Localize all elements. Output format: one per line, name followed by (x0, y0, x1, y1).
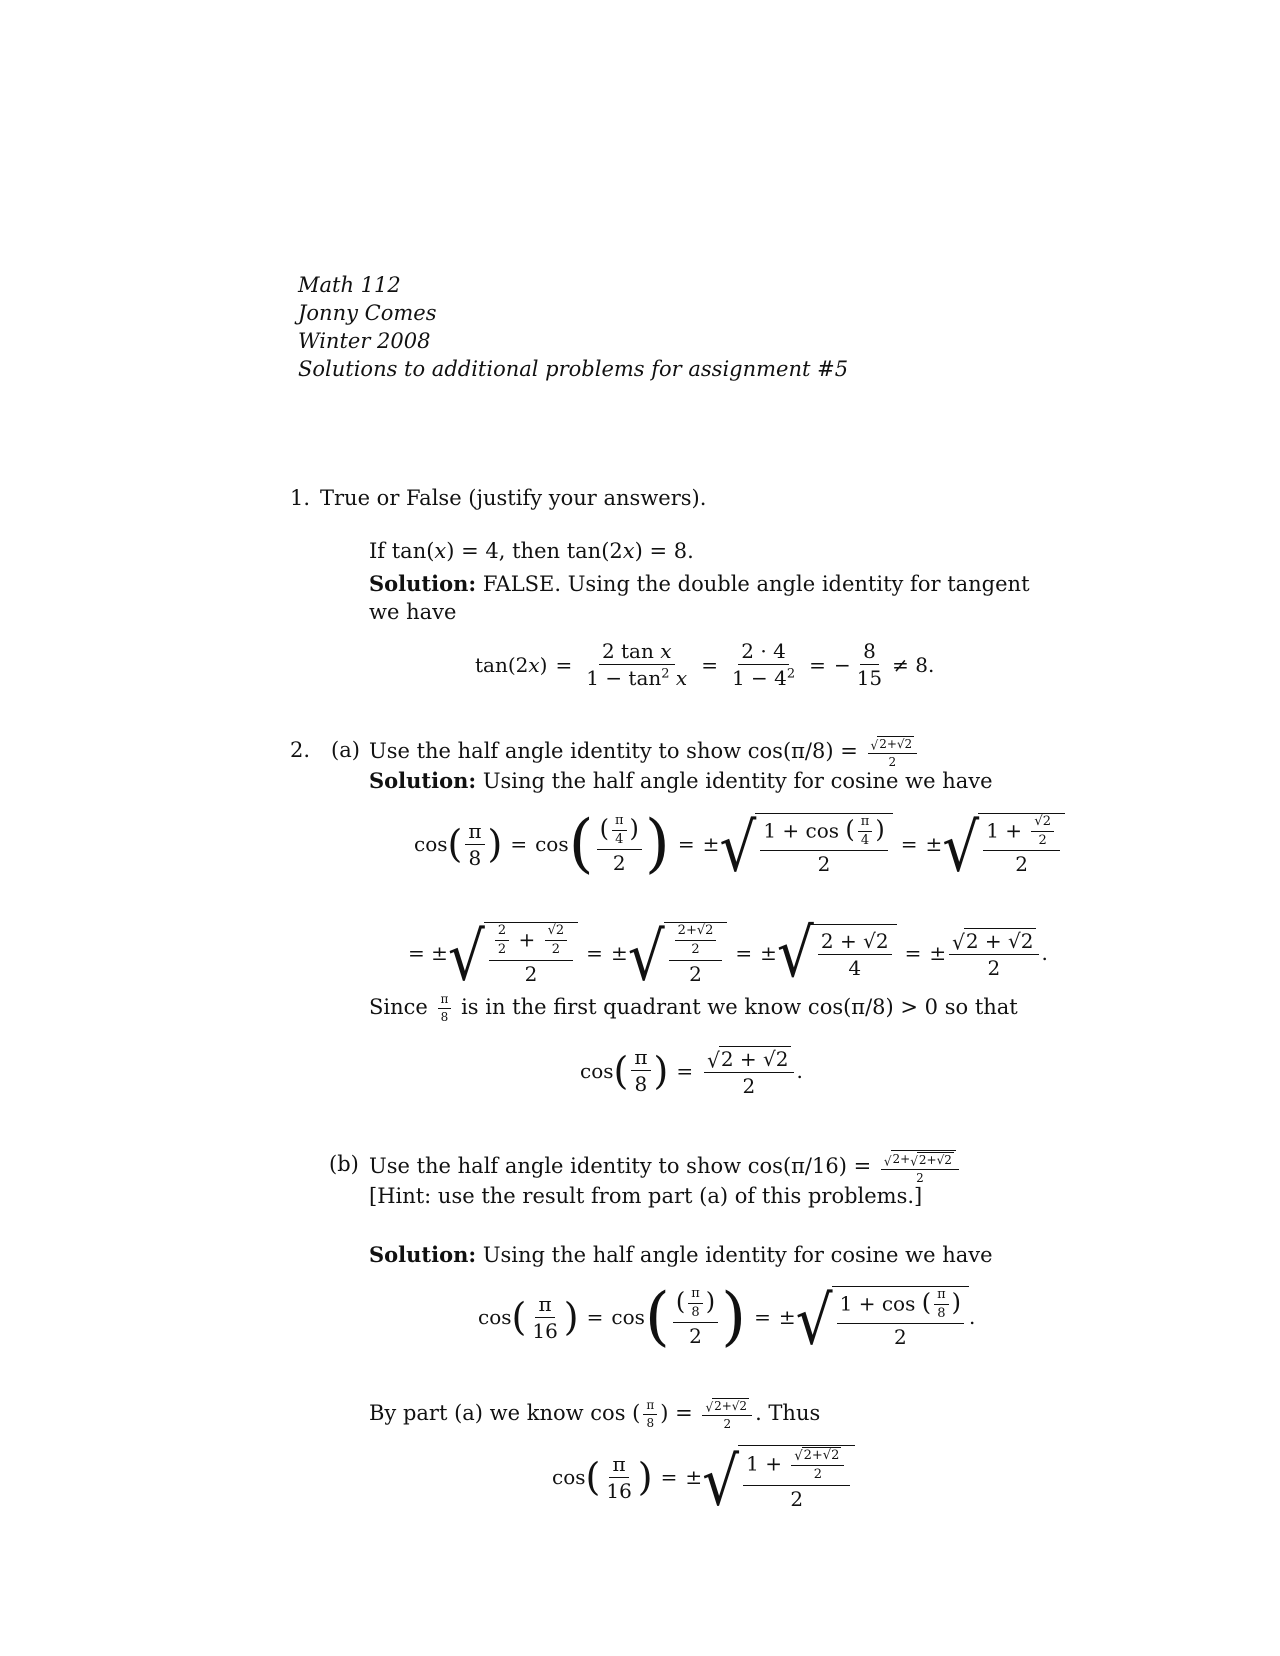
problem-2a-label: (a) (331, 738, 360, 762)
problem-2a-equation-2: = ± √ $\frac{2}{2}$ + $\frac{√2}{2}$ 2 = ± √ $\frac{\frac{2+√2}{2}}{2}$ = ± √ $\frac{2 + √2}{4}$ = ± √ 2 + √2 2 . (408, 914, 1048, 996)
problem-2-number: 2. (290, 738, 311, 762)
problem-1-number: 1. (290, 486, 311, 510)
problem-2b-hint: [Hint: use the result from part (a) of this problems.] (369, 1184, 923, 1208)
problem-2b-label: (b) (329, 1152, 359, 1176)
header-term: Winter 2008 (298, 329, 431, 353)
header-course: Math 112 (298, 273, 401, 297)
problem-2a-equation-1: cos ( $\frac{\pi}{8}$ ) = cos ( ( $\frac{\pi}{4}$ ) 2 ) = ± √ 1 + cos ( $\frac{\pi}{4}$ ) 2 = ± √ 1 + $\frac{√2}{2}$ 2 (414, 812, 1065, 876)
problem-1-solution-cont: we have (369, 600, 457, 624)
problem-2b-bypart: By part (a) we know cos ( $\frac{\pi}{8}$ ) = √ 2+√2 2 . Thus (369, 1398, 821, 1432)
problem-2b-solution: Solution: Using the half angle identity for cosine we have (369, 1242, 993, 1267)
problem-2b-equation-2: cos ( $\frac{\pi}{16}$ ) = ± √ 1 + √ 2+√2 2 2 (552, 1445, 855, 1510)
problem-1-statement: If tan(x) = 4, then tan(2x) = 8. (369, 539, 694, 563)
problem-1-prompt: True or False (justify your answers). (320, 486, 707, 510)
header-author: Jonny Comes (298, 301, 437, 325)
header-title: Solutions to additional problems for assignment #5 (298, 357, 849, 381)
problem-2a-prompt: Use the half angle identity to show cos(π/8) = √ 2+√2 2 (369, 736, 920, 769)
problem-2a-result: cos ( $\frac{\pi}{8}$ ) = √ 2 + √2 2 . (580, 1045, 803, 1098)
problem-1-equation: tan(2x) = $\frac{\text{2 tan x}}{1 - \tan^2 x}$ = $\frac{2 \cdot 4}{1 - 4^2}$ = − $\frac{8}{15}$ ≠ 8. (475, 639, 935, 690)
problem-2b-prompt: Use the half angle identity to show cos(π/16) = √ 2+ √ 2+√2 2 (369, 1150, 962, 1185)
problem-2a-since: Since $\frac{\pi}{8}$ is in the first quadrant we know cos(π/8) > 0 so that (369, 992, 1018, 1025)
problem-2a-solution: Solution: Using the half angle identity for cosine we have (369, 768, 993, 793)
problem-1-solution: Solution: FALSE. Using the double angle identity for tangent (369, 571, 1030, 596)
problem-2b-equation-1: cos ( $\frac{\pi}{16}$ ) = cos ( ( $\frac{\pi}{8}$ ) 2 ) = ± √ 1 + cos ( $\frac{\pi}{8}$ ) 2 . (478, 1280, 976, 1359)
